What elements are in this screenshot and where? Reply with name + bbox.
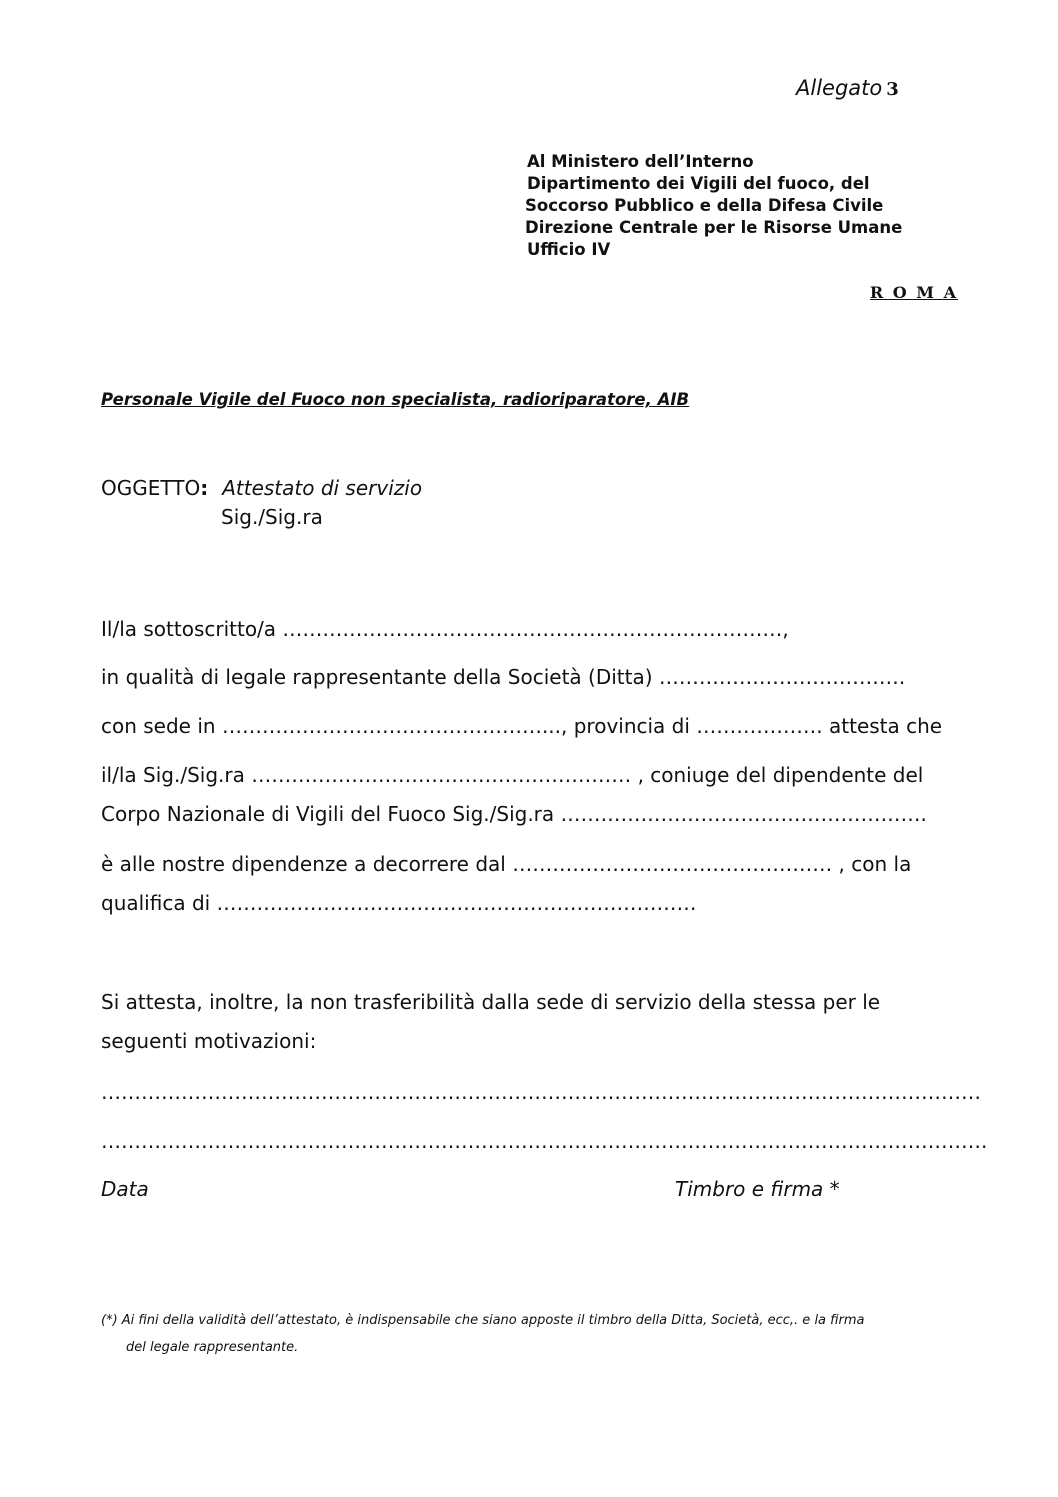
recipient-line-2: Dipartimento dei Vigili del fuoco, del bbox=[527, 174, 870, 193]
body-line-4: il/la Sig./Sig.ra ………………………………………………… , coniuge del dipendente del bbox=[101, 763, 924, 787]
category-heading: Personale Vigile del Fuoco non specialista, radioriparatore, AIB bbox=[101, 390, 690, 409]
body-line-11: ……………………………………………………………………………………………………………………. bbox=[101, 1129, 988, 1153]
body-line-3: con sede in …………………………………………..., provincia di ………………. attesta che bbox=[101, 714, 943, 738]
date-label: Data bbox=[101, 1177, 149, 1201]
body-line-8: Si attesta, inoltre, la non trasferibilità dalla sede di servizio della stessa per le bbox=[101, 990, 881, 1014]
body-line-6: è alle nostre dipendenze a decorrere dal ………………………………………… , con la bbox=[101, 852, 912, 876]
body-line-10: …………………………………………………………………………………………………………………… bbox=[101, 1080, 981, 1104]
signature-label: Timbro e firma * bbox=[675, 1177, 840, 1201]
allegato-text: Allegato bbox=[796, 76, 883, 100]
oggetto-colon: : bbox=[200, 476, 209, 500]
allegato-number: 3 bbox=[886, 79, 899, 100]
oggetto-sig: Sig./Sig.ra bbox=[221, 505, 323, 529]
allegato-label bbox=[796, 76, 899, 100]
recipient-line-5: Ufficio IV bbox=[527, 240, 611, 259]
body-line-1: Il/la sottoscritto/a …………………………………………………………………, bbox=[101, 617, 789, 641]
body-line-2: in qualità di legale rappresentante della Società (Ditta) ………………………………. bbox=[101, 665, 906, 689]
recipient-line-1: Al Ministero dell’Interno bbox=[527, 152, 754, 171]
recipient-line-4: Direzione Centrale per le Risorse Umane bbox=[525, 218, 903, 237]
recipient-line-3: Soccorso Pubblico e della Difesa Civile bbox=[525, 196, 884, 215]
footnote-line-1: (*) Ai fini della validità dell’attestato, è indispensabile che siano apposte il timbro della Ditta, Società, ecc,. e la firma bbox=[101, 1313, 865, 1328]
body-line-5: Corpo Nazionale di Vigili del Fuoco Sig./Sig.ra ………………………………………………. bbox=[101, 802, 927, 826]
recipient-city: R O M A bbox=[869, 283, 958, 302]
oggetto-subject: Attestato di servizio bbox=[222, 476, 423, 500]
oggetto-label: OGGETTO bbox=[101, 476, 201, 500]
body-line-9: seguenti motivazioni: bbox=[101, 1029, 317, 1053]
body-line-7: qualifica di ……………………………………………………………… bbox=[101, 891, 697, 915]
oggetto-line bbox=[101, 476, 422, 500]
footnote-line-2: del legale rappresentante. bbox=[126, 1340, 299, 1355]
